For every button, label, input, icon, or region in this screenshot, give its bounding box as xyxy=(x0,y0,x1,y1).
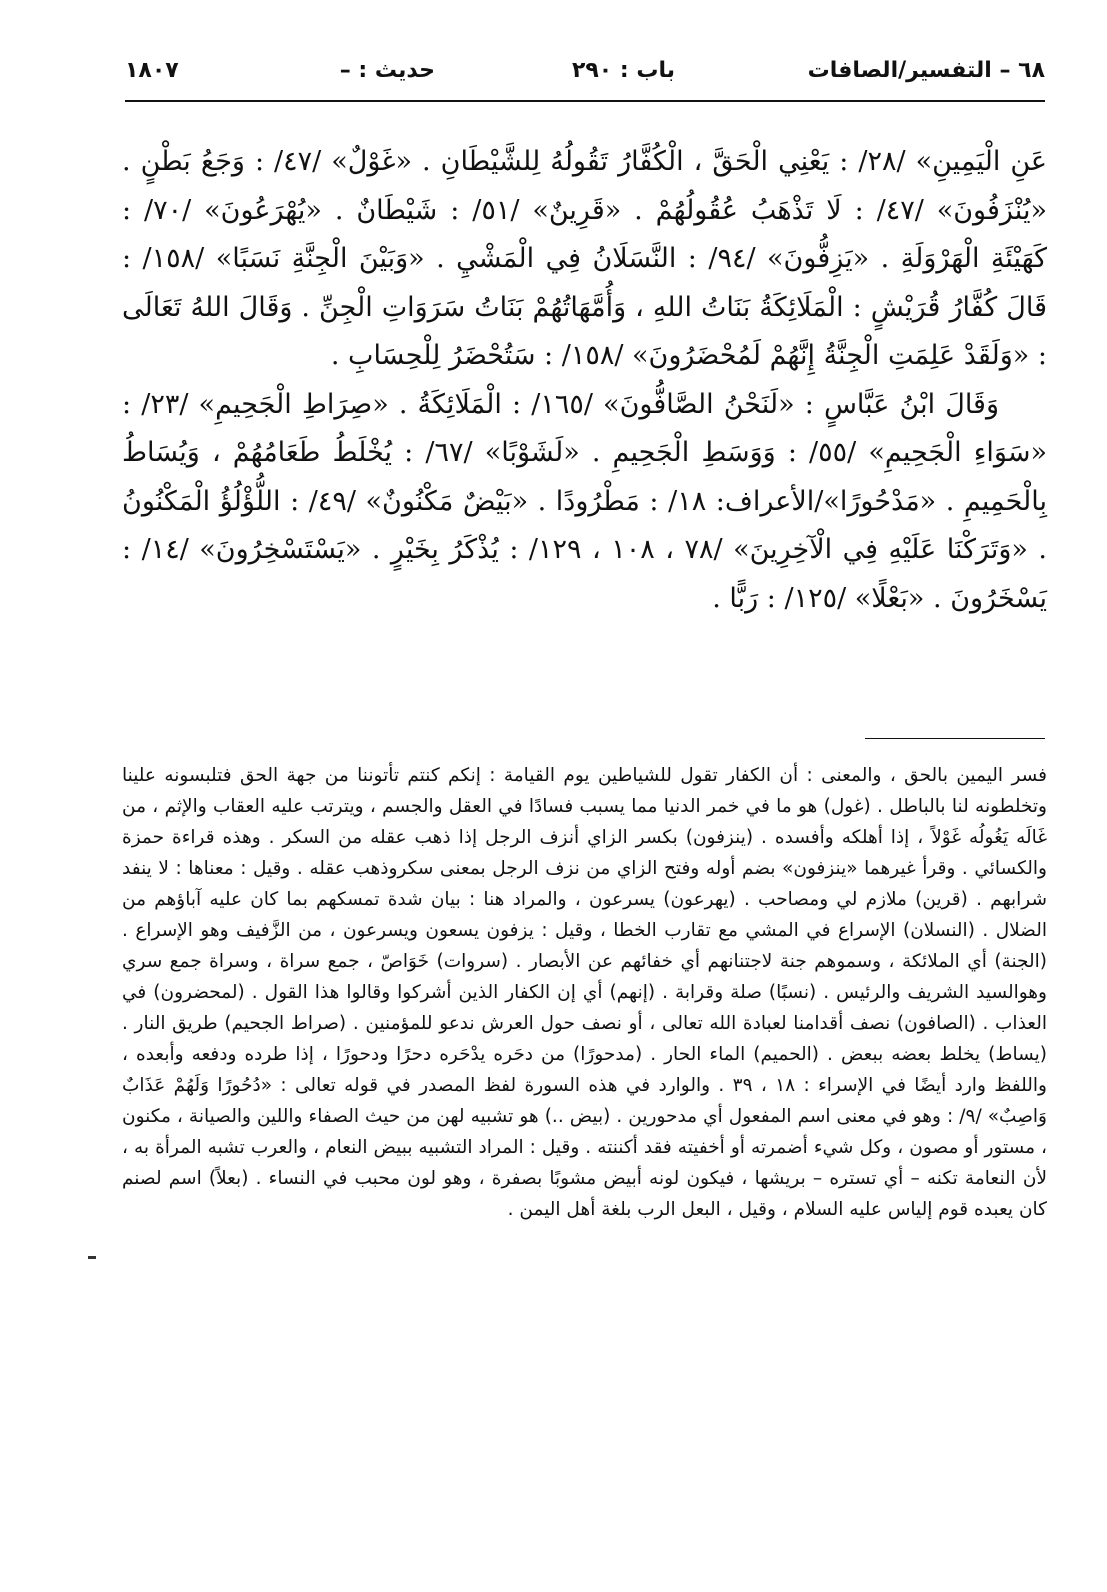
page-number: ١٨٠٧ xyxy=(125,58,179,83)
bab-number: باب : ٢٩٠ xyxy=(571,58,675,83)
main-paragraph-1: عَنِ الْيَمِينِ» /٢٨/ : يَعْنِي الْحَقَّ ، الْكُفَّارُ تَقُولُهُ لِلشَّيْطَانِ . «غَوْلٌ» /٤٧/ : وَجَعُ بَطْنٍ . «يُنْزَفُونَ» /٤٧/ : لَا تَذْهَبُ عُقُولُهُمْ . «قَرِينٌ» /٥١/ : شَيْطَانٌ . «يُهْرَعُونَ» /٧٠/ : كَهَيْئَةِ الْهَرْوَلَةِ . «يَزِفُّونَ» /٩٤/ : النَّسَلَانُ فِي الْمَشْيِ . «وَبَيْنَ الْجِنَّةِ نَسَبًا» /١٥٨/ : قَالَ كُفَّارُ قُرَيْشٍ : الْمَلَائِكَةُ بَنَاتُ اللهِ ، وَأُمَّهَاتُهُمْ بَنَاتُ سَرَوَاتِ الْجِنِّ . وَقَالَ اللهُ تَعَالَى : «وَلَقَدْ عَلِمَتِ الْجِنَّةُ إِنَّهُمْ لَمُحْضَرُونَ» /١٥٨/ : سَتُحْضَرُ لِلْحِسَابِ . xyxy=(122,146,1047,371)
chapter-title: ٦٨ – التفسير/الصافات xyxy=(807,58,1045,83)
main-paragraph-2: وَقَالَ ابْنُ عَبَّاسٍ : «لَنَحْنُ الصَّافُّونَ» /١٦٥/ : الْمَلَائِكَةُ . «صِرَاطِ الْجَحِيمِ» /٢٣/ : «سَوَاءِ الْجَحِيمِ» /٥٥/ : وَوَسَطِ الْجَحِيمِ . «لَشَوْبًا» /٦٧/ : يُخْلَطُ طَعَامُهُمْ ، وَيُسَاطُ بِالْحَمِيمِ . «مَدْحُورًا»/الأعراف: ١٨/ : مَطْرُودًا . «بَيْضٌ مَكْنُونٌ» /٤٩/ : اللُّؤْلُؤُ الْمَكْنُونُ . «وَتَرَكْنَا عَلَيْهِ فِي الْآخِرِينَ» /٧٨ ، ١٠٨ ، ١٢٩/ : يُذْكَرُ بِخَيْرٍ . «يَسْتَسْخِرُونَ» /١٤/ : يَسْخَرُونَ . «بَعْلًا» /١٢٥/ : رَبًّا . xyxy=(122,388,1048,614)
footnote-divider xyxy=(865,738,1045,739)
main-text xyxy=(122,138,1047,718)
page-header xyxy=(125,52,1045,96)
header-divider xyxy=(125,100,1045,102)
hadith-number: حديث : – xyxy=(339,58,435,83)
footnote-text: فسر اليمين بالحق ، والمعنى : أن الكفار تقول للشياطين يوم القيامة : إنكم كنتم تأتوننا من جهة الحق فتلبسونه علينا وتخلطونه لنا بالباطل . (غول) هو ما في خمر الدنيا مما يسبب فسادًا في العقل والجسم ، ويترتب عليه العقاب والإثم ، من غَالَه يَغُولُه غَوْلاً ، إذا أهلكه وأفسده . (ينزفون) بكسر الزاي أنزف الرجل إذا ذهب عقله من السكر . وهذه قراءة حمزة والكسائي . وقرأ غيرهما «ينزفون» بضم أوله وفتح الزاي من نزف الرجل بمعنى سكروذهب عقله . وقيل : معناها : لا ينفد شرابهم . (قرين) ملازم لي ومصاحب . (يهرعون) يسرعون ، والمراد هنا : بيان شدة تمسكهم بما كان عليه آباؤهم من الضلال . (النسلان) الإسراع في المشي مع تقارب الخطا ، وقيل : يزفون يسعون ويسرعون ، من الزَّفيف وهو الإسراع . (الجنة) أي الملائكة ، وسموهم جنة لاجتنانهم أي خفائهم عن الأبصار . (سروات) خَوَاصّ ، جمع سراة ، وسراة جمع سري وهوالسيد الشريف والرئيس . (نسبًا) صلة وقرابة . (إنهم) أي إن الكفار الذين أشركوا وقالوا هذا القول . (لمحضرون) في العذاب . (الصافون) نصف أقدامنا لعبادة الله تعالى ، أو نصف حول العرش ندعو للمؤمنين . (صراط الجحيم) طريق النار . (يساط) يخلط بعضه ببعض . (الحميم) الماء الحار . (مدحورًا) من دحَره يدْحَره دحرًا ودحورًا ، إذا طرده ودفعه وأبعده ، واللفظ وارد أيضًا في الإسراء : ١٨ ، ٣٩ . والوارد في هذه السورة لفظ المصدر في قوله تعالى : «دُحُورًا وَلَهُمْ عَذَابٌ وَاصِبٌ» /٩/ : وهو في معنى اسم المفعول أي مدحورين . (بيض ..) هو تشبيه لهن من حيث الصفاء واللين والصيانة ، مكنون ، مستور أو مصون ، وكل شيء أضمرته أو أخفيته فقد أكننته . وقيل : المراد التشبيه ببيض النعام ، والعرب تشبه المرأة به ، لأن النعامة تكنه – أي تستره – بريشها ، فيكون لونه أبيض مشوبًا بصفرة ، وهو لون محبب في النساء . (بعلاً) اسم لصنم كان يعبده قوم إلياس عليه السلام ، وقيل ، البعل الرب بلغة أهل اليمن . xyxy=(122,765,1047,1220)
footnotes xyxy=(122,760,1047,1540)
margin-mark xyxy=(88,1256,96,1259)
